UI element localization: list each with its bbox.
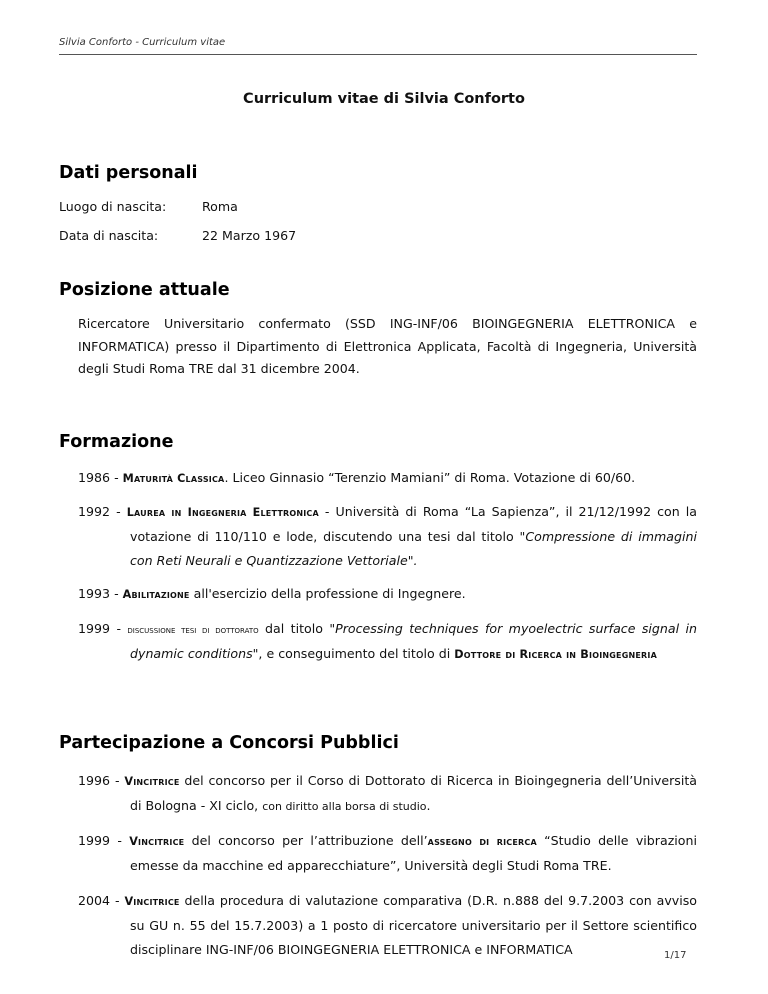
birthplace-label: Luogo di nascita: [59, 199, 167, 214]
education-entry-1993 [78, 582, 697, 607]
entry-year: 1992 [78, 504, 111, 519]
entry-text: . Liceo Ginnasio “Terenzio Mamiani” di Roma. Votazione di 60/60. [224, 470, 636, 485]
entry-title: Vincitrice [124, 895, 180, 908]
entry-text: del concorso per il Corso di Dottorato di Ricerca in Bioingegneria dell’Università di Bologna - XI ciclo, [130, 773, 697, 813]
section-heading-dati-personali: Dati personali [59, 163, 198, 183]
birthdate-value: 22 Marzo 1967 [202, 228, 297, 243]
section-heading-posizione-attuale: Posizione attuale [59, 280, 230, 300]
thesis-title: "Compressione di immagini con Reti Neurali e Quantizzazione Vettoriale". [130, 529, 697, 568]
page-number: 1/17 [664, 950, 687, 961]
entry-year: 1993 [78, 586, 111, 601]
competition-entry-1999 [78, 829, 697, 878]
entry-separator: - [110, 621, 128, 636]
thesis-title: "Processing techniques for myoelectric surface signal in dynamic conditions [130, 621, 697, 661]
entry-text: del concorso per l’attribuzione dell’ [184, 833, 428, 848]
entry-text: della procedura di valutazione comparativa (D.R. n.888 del 9.7.2003 con avviso su GU n. 55 del 15.7.2003) a 1 posto di ricercatore universitario per il Settore scientifico disciplinare ING-INF/06 BIOINGEGNERIA ELETTRONICA e INFORMATICA [130, 893, 697, 957]
entry-title: Laurea in Ingegneria Elettronica [126, 506, 319, 519]
entry-title: discussione tesi di dottorato [127, 624, 259, 636]
entry-year: 1999 [78, 833, 111, 848]
entry-separator: - [110, 773, 125, 788]
entry-separator: - [110, 833, 130, 848]
competition-entry-2004 [78, 889, 697, 962]
entry-text: - Università di Roma “La Sapienza”, il 21/12/1992 con la votazione di 110/110 e lode, discutendo una tesi dal titolo [130, 504, 697, 544]
entry-title: Vincitrice [124, 775, 180, 788]
birthplace-value: Roma [202, 199, 238, 214]
grant-title: assegno di ricerca [427, 835, 537, 848]
birthdate-label: Data di nascita: [59, 228, 159, 243]
section-heading-concorsi: Partecipazione a Concorsi Pubblici [59, 733, 399, 753]
entry-year: 1996 [78, 773, 111, 788]
current-position-text: Ricercatore Universitario confermato (SSD ING-INF/06 BIOINGEGNERIA ELETTRONICA e INFORMATICA) presso il Dipartimento di Elettronica Applicata, Facoltà di Ingegneria, Università degli Studi Roma TRE dal 31 dicembre 2004. [78, 316, 697, 376]
entry-separator: - [110, 893, 125, 908]
entry-separator: - [110, 470, 123, 485]
running-header: Silvia Conforto - Curriculum vitae [59, 37, 226, 48]
entry-text: dal titolo [258, 621, 330, 636]
education-entry-1986 [78, 466, 697, 491]
entry-year: 2004 [78, 893, 111, 908]
education-entry-1992 [78, 500, 697, 573]
entry-title: Maturità Classica [122, 472, 225, 485]
entry-text: ", e conseguimento del titolo di [252, 646, 455, 661]
entry-title: Vincitrice [129, 835, 185, 848]
scholarship-note: con diritto alla borsa di studio [262, 800, 427, 813]
document-title: Curriculum vitae di Silvia Conforto [243, 91, 525, 107]
entry-separator: - [110, 504, 127, 519]
entry-text: “Studio delle vibrazioni emesse da macchine ed apparecchiature”, Università degli Studi Roma TRE. [130, 833, 697, 873]
degree-title: Dottore di Ricerca in Bioingegneria [454, 648, 657, 661]
entry-text: all'esercizio della professione di Ingegnere. [189, 586, 466, 601]
education-entry-1999 [78, 617, 697, 667]
entry-text: . [426, 798, 431, 813]
entry-year: 1986 [78, 470, 111, 485]
competition-entry-1996 [78, 769, 697, 819]
entry-title: Abilitazione [122, 588, 190, 601]
entry-year: 1999 [78, 621, 111, 636]
entry-separator: - [110, 586, 123, 601]
section-heading-formazione: Formazione [59, 432, 174, 452]
header-rule [59, 54, 697, 55]
